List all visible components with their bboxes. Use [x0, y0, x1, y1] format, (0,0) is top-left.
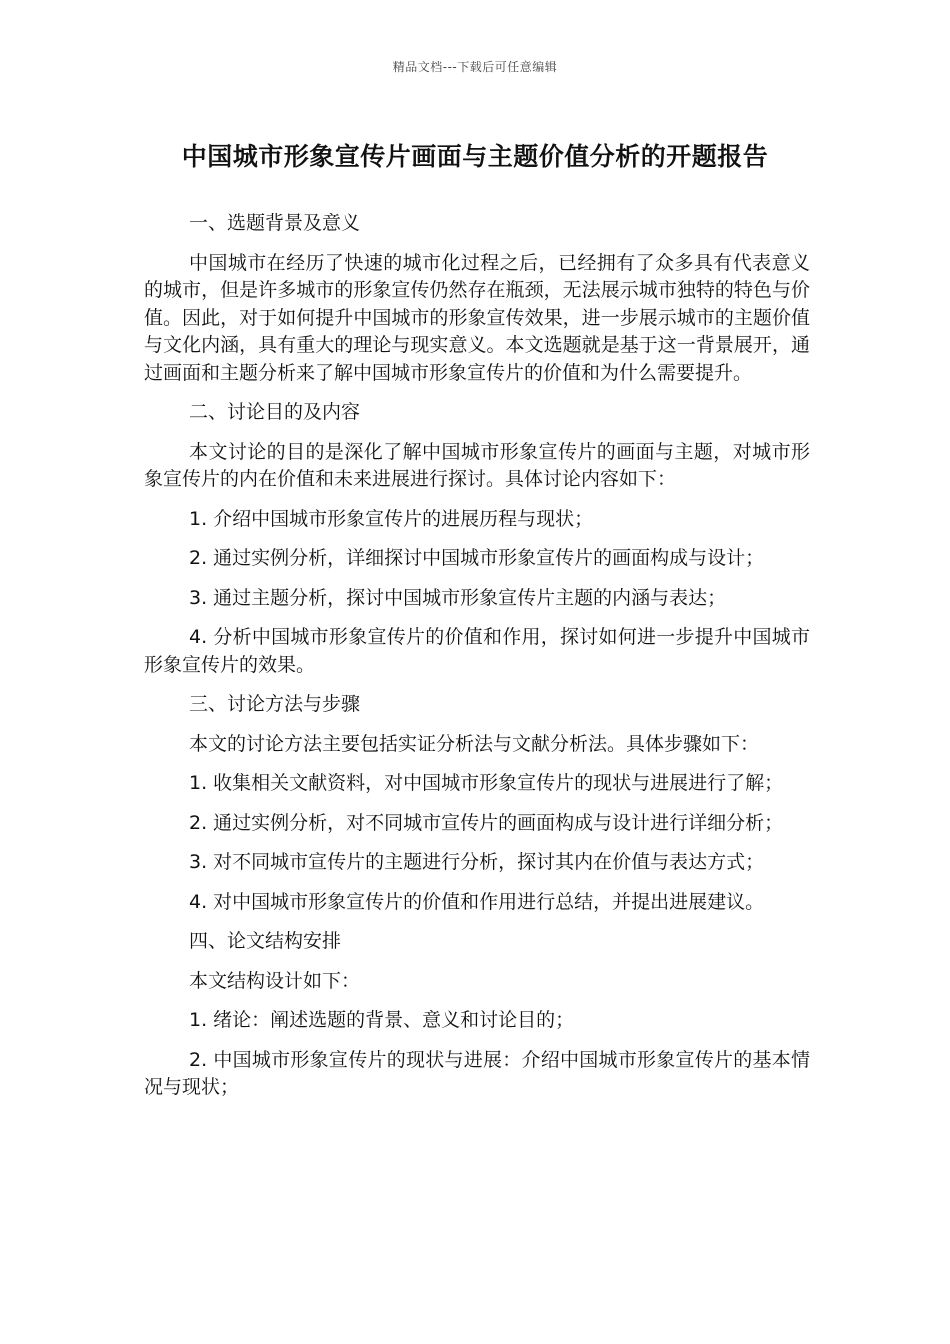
- list-item-method-3: 3. 对不同城市宣传片的主题进行分析，探讨其内在价值与表达方式；: [189, 851, 765, 873]
- list-item-purpose-3: 3. 通过主题分析，探讨中国城市形象宣传片主题的内涵与表达；: [189, 586, 727, 609]
- page-header: 精品文档---下载后可任意编辑: [392, 60, 558, 74]
- section-heading-method: 三、讨论方法与步骤: [189, 693, 361, 715]
- list-item-method-1: 1. 收集相关文献资料，对中国城市形象宣传片的现状与进展进行了解；: [189, 772, 784, 794]
- list-item-purpose-1: 1. 介绍中国城市形象宣传片的进展历程与现状；: [189, 507, 594, 530]
- document-title: 中国城市形象宣传片画面与主题价值分析的开题报告: [181, 142, 769, 171]
- paragraph-background: 中国城市在经历了快速的城市化过程之后，已经拥有了众多具有代表意义的城市，但是许多城市的形象宣传仍然存在瓶颈，无法展示城市独特的特色与价值。因此，对于如何提升中国城市的形象宣传效果，进一步展示城市的主题价值与文化内涵，具有重大的理论与现实意义。本文选题就是基于这一背景展开，通过画面和主题分析来了解中国城市形象宣传片的价值和为什么需要提升。: [144, 251, 810, 384]
- list-item-structure-2: 2. 中国城市形象宣传片的现状与进展：介绍中国城市形象宣传片的基本情况与现状；: [144, 1048, 810, 1098]
- paragraph-method: 本文的讨论方法主要包括实证分析法与文献分析法。具体步骤如下：: [189, 732, 760, 755]
- list-item-purpose-2: 2. 通过实例分析，详细探讨中国城市形象宣传片的画面构成与设计；: [189, 547, 765, 569]
- section-heading-purpose: 二、讨论目的及内容: [189, 401, 361, 423]
- section-heading-background: 一、选题背景及意义: [189, 212, 361, 234]
- section-heading-structure: 四、论文结构安排: [189, 930, 342, 952]
- document-body: [144, 210, 810, 1114]
- list-item-method-4: 4. 对中国城市形象宣传片的价值和作用进行总结，并提出进展建议。: [189, 890, 765, 913]
- list-item-method-2: 2. 通过实例分析，对不同城市宣传片的画面构成与设计进行详细分析；: [189, 811, 784, 834]
- list-item-purpose-4: 4. 分析中国城市形象宣传片的价值和作用，探讨如何进一步提升中国城市形象宣传片的效果。: [144, 626, 810, 676]
- paragraph-purpose: 本文讨论的目的是深化了解中国城市形象宣传片的画面与主题，对城市形象宣传片的内在价值和未来进展进行探讨。具体讨论内容如下：: [144, 440, 810, 490]
- list-item-structure-1: 1. 绪论：阐述选题的背景、意义和讨论目的；: [189, 1009, 575, 1031]
- paragraph-structure: 本文结构设计如下：: [189, 969, 361, 992]
